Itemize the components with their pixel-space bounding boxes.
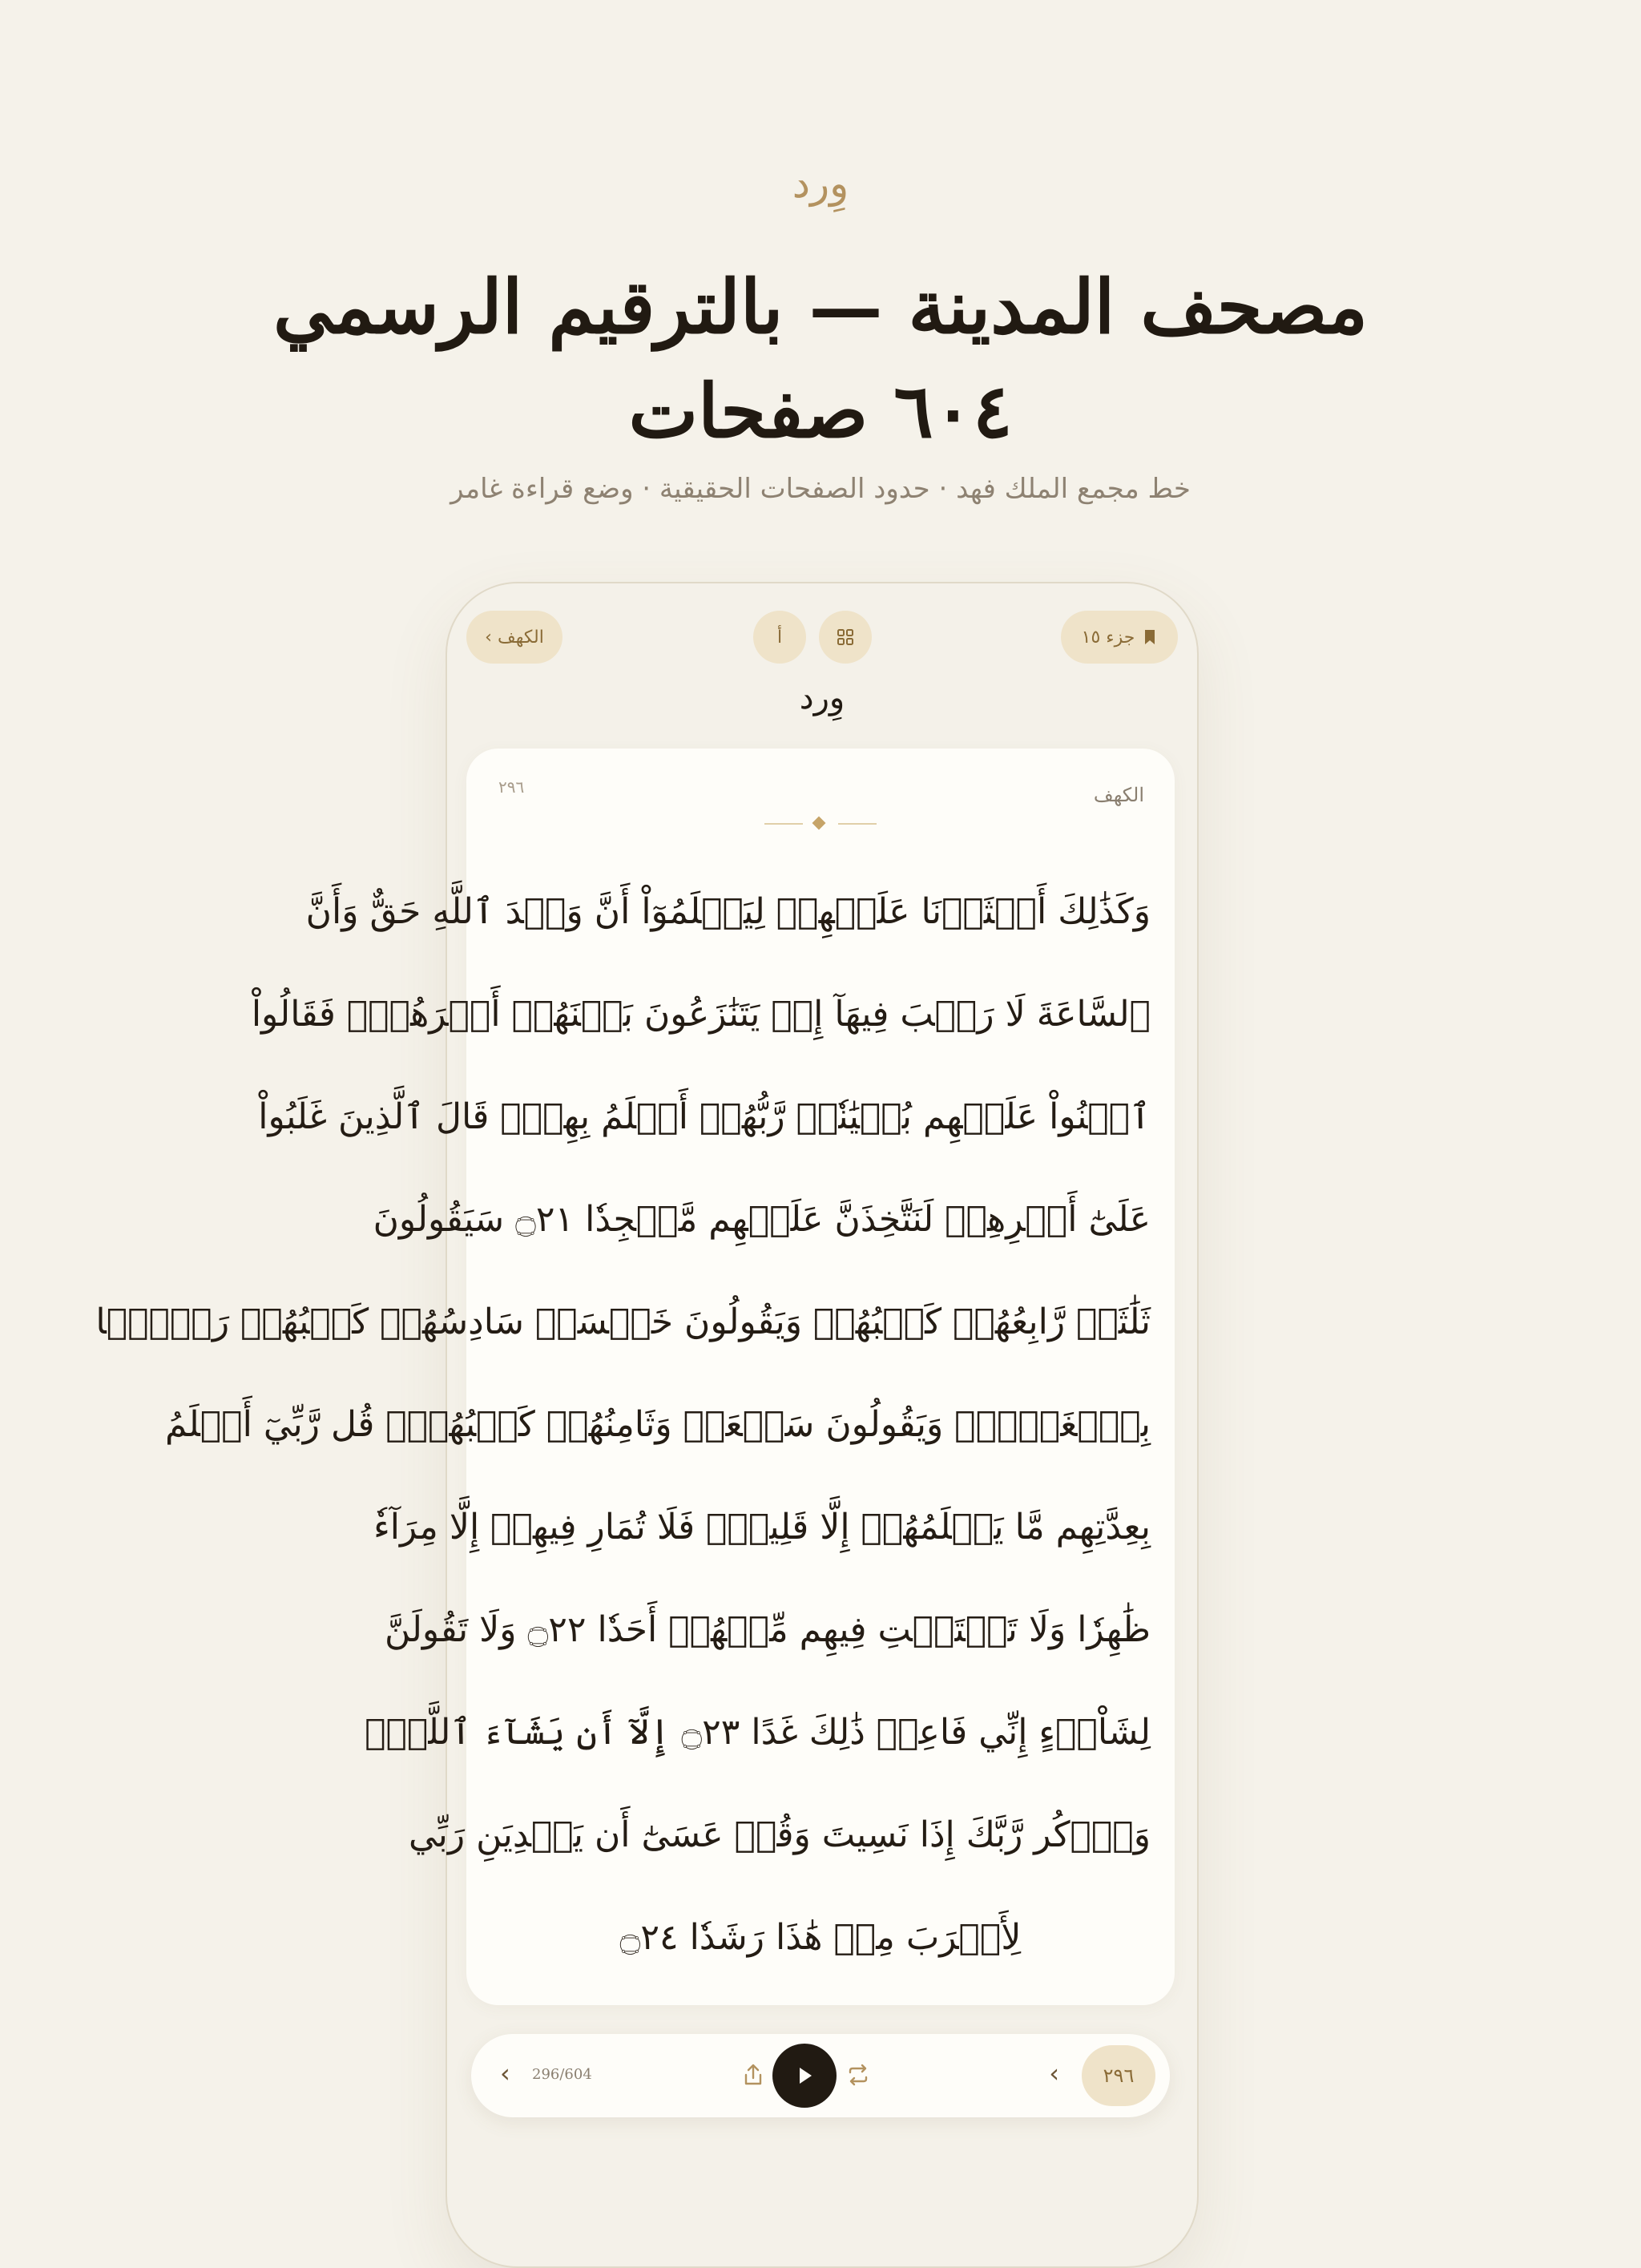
verse-lines bbox=[95, 861, 1151, 1989]
app-title: وِرد bbox=[799, 680, 845, 716]
bookmark-icon bbox=[1143, 629, 1157, 645]
top-bar bbox=[466, 611, 1178, 664]
juz-label: جزء ١٥ bbox=[1081, 627, 1135, 648]
verse-line[interactable]: بِٱلۡغَيۡبِۖ وَيَقُولُونَ سَبۡعَةٞ وَثَامِنُهُمۡ كَلۡبُهُمۡۚ قُل رَّبِّيٓ أَعۡلَمُ bbox=[164, 1404, 1151, 1445]
verse-line[interactable]: ٱلسَّاعَةَ لَا رَيۡبَ فِيهَآ إِذۡ يَتَنَٰزَعُونَ بَيۡنَهُمۡ أَمۡرَهُمۡۖ فَقَالُواْ bbox=[251, 994, 1151, 1035]
juz-bookmark-button[interactable] bbox=[1061, 611, 1178, 664]
page-progress: 296/604 bbox=[532, 2066, 592, 2083]
font-size-label: أ bbox=[776, 627, 783, 648]
headline-line-1: مصحف المدينة — بالترقيم الرسمي bbox=[272, 264, 1369, 350]
verse-line[interactable]: لِشَاْيۡءٍ إِنِّي فَاعِلٞ ذَٰلِكَ غَدًا ۝٢٣ إِلَّآ أَن يَشَآءَ ٱللَّهُۚ bbox=[365, 1712, 1151, 1753]
verse-line[interactable]: عَلَىٰٓ أَمۡرِهِمۡ لَنَتَّخِذَنَّ عَلَيۡهِم مَّسۡجِدٗا ۝٢١ سَيَقُولُونَ bbox=[373, 1199, 1151, 1240]
next-page-button[interactable]: ‹ bbox=[500, 2058, 510, 2088]
verse-line[interactable]: ثَلَٰثَةٞ رَّابِعُهُمۡ كَلۡبُهُمۡ وَيَقُولُونَ خَمۡسَةٞ سَادِسُهُمۡ كَلۡبُهُمۡ رَجۡمَۢا bbox=[95, 1301, 1151, 1342]
page-ornament bbox=[466, 816, 1175, 832]
verse-line[interactable]: ٱبۡنُواْ عَلَيۡهِم بُنۡيَٰنٗاۖ رَّبُّهُمۡ أَعۡلَمُ بِهِمۡۚ قَالَ ٱلَّذِينَ غَلَبُواْ bbox=[258, 1096, 1151, 1137]
share-icon[interactable] bbox=[742, 2063, 764, 2087]
page-number: ٢٩٦ bbox=[498, 777, 525, 797]
mushaf-page[interactable] bbox=[95, 749, 1175, 2005]
current-page-pill[interactable]: ٢٩٦ bbox=[1082, 2045, 1155, 2106]
brand-logo-text: وِرد bbox=[792, 160, 849, 207]
promo-subline: خط مجمع الملك فهد · حدود الصفحات الحقيقية · وضع قراءة غامر bbox=[450, 473, 1191, 505]
page-surah-name: الكهف bbox=[1093, 784, 1144, 806]
verse-line[interactable]: لِأَقۡرَبَ مِنۡ هَٰذَا رَشَدٗا ۝٢٤ bbox=[619, 1917, 1022, 1958]
verse-line[interactable]: بِعِدَّتِهِم مَّا يَعۡلَمُهُمۡ إِلَّا قَلِيلٞۗ فَلَا تُمَارِ فِيهِمۡ إِلَّا مِرَآءٗ bbox=[373, 1507, 1151, 1548]
grid-icon bbox=[837, 628, 854, 646]
audio-player-bar bbox=[471, 2034, 1170, 2117]
verse-line[interactable]: وَٱذۡكُر رَّبَّكَ إِذَا نَسِيتَ وَقُلۡ عَسَىٰٓ أَن يَهۡدِيَنِ رَبِّي bbox=[408, 1814, 1151, 1855]
index-grid-button[interactable] bbox=[819, 611, 872, 664]
headline-line-2: ٦٠٤ صفحات bbox=[628, 368, 1013, 454]
play-icon bbox=[795, 2065, 814, 2086]
repeat-icon[interactable] bbox=[846, 2063, 870, 2087]
play-button[interactable] bbox=[772, 2044, 837, 2108]
prev-page-button[interactable]: ‹ bbox=[1049, 2058, 1059, 2088]
device-frame bbox=[95, 582, 1199, 2268]
verse-line[interactable]: وَكَذَٰلِكَ أَعۡثَرۡنَا عَلَيۡهِمۡ لِيَعۡلَمُوٓاْ أَنَّ وَعۡدَ ٱللَّهِ حَقٌّ وَأَنَّ bbox=[305, 891, 1151, 932]
font-size-button[interactable] bbox=[753, 611, 806, 664]
verse-line[interactable]: ظَٰهِرٗا وَلَا تَسۡتَفۡتِ فِيهِم مِّنۡهُمۡ أَحَدٗا ۝٢٢ وَلَا تَقُولَنَّ bbox=[385, 1609, 1151, 1650]
promo-headline bbox=[0, 255, 1641, 463]
surah-back-button[interactable]: ‹ الكهف bbox=[466, 611, 562, 664]
